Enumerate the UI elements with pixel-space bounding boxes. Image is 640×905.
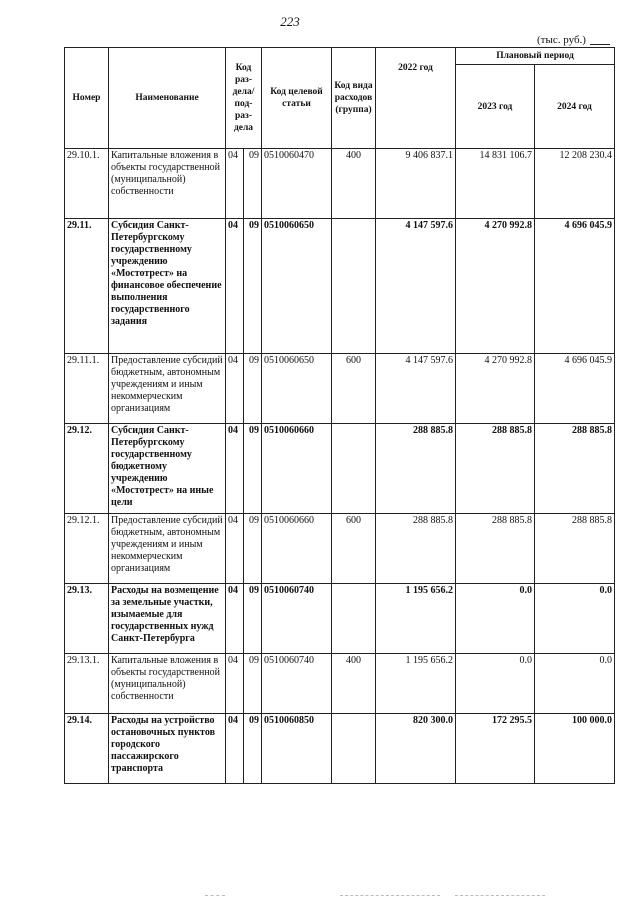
row-name: Капитальные вложения в объекты государственной (муниципальной) собственности <box>109 149 226 219</box>
row-expense-type <box>332 714 376 784</box>
row-expense-type: 400 <box>332 149 376 219</box>
footer-mark <box>455 895 545 896</box>
row-amount-2022: 288 885.8 <box>376 424 456 514</box>
row-amount-2023: 288 885.8 <box>456 514 535 584</box>
row-name: Капитальные вложения в объекты государственной (муниципальной) собственности <box>109 654 226 714</box>
row-target-code: 0510060650 <box>262 354 332 424</box>
row-number: 29.11. <box>65 219 109 354</box>
row-expense-type: 600 <box>332 354 376 424</box>
row-amount-2024: 0.0 <box>535 654 615 714</box>
row-number: 29.13. <box>65 584 109 654</box>
row-number: 29.14. <box>65 714 109 784</box>
row-name: Расходы на возмещение за земельные участки, изымаемые для государственных нужд Санкт-Петербурга <box>109 584 226 654</box>
budget-table <box>64 47 615 784</box>
row-expense-type <box>332 424 376 514</box>
row-number: 29.12.1. <box>65 514 109 584</box>
table-row <box>65 149 615 219</box>
row-expense-type: 400 <box>332 654 376 714</box>
row-number: 29.13.1. <box>65 654 109 714</box>
header-target-code: Код целевой статьи <box>262 48 332 149</box>
row-section-code: 04 <box>226 514 244 584</box>
row-subsection-code: 09 <box>244 424 262 514</box>
row-section-code: 04 <box>226 354 244 424</box>
row-name: Расходы на устройство остановочных пунктов городского пассажирского транспорта <box>109 714 226 784</box>
row-amount-2022: 1 195 656.2 <box>376 584 456 654</box>
row-section-code: 04 <box>226 714 244 784</box>
row-target-code: 0510060660 <box>262 514 332 584</box>
row-amount-2023: 14 831 106.7 <box>456 149 535 219</box>
row-number: 29.12. <box>65 424 109 514</box>
row-amount-2022: 1 195 656.2 <box>376 654 456 714</box>
table-row <box>65 354 615 424</box>
row-amount-2023: 172 295.5 <box>456 714 535 784</box>
row-subsection-code: 09 <box>244 219 262 354</box>
row-amount-2023: 0.0 <box>456 654 535 714</box>
row-amount-2024: 288 885.8 <box>535 424 615 514</box>
row-target-code: 0510060660 <box>262 424 332 514</box>
row-expense-type <box>332 219 376 354</box>
row-subsection-code: 09 <box>244 654 262 714</box>
row-subsection-code: 09 <box>244 714 262 784</box>
header-2023: 2023 год <box>456 65 535 149</box>
header-number: Номер <box>65 48 109 149</box>
row-amount-2024: 0.0 <box>535 584 615 654</box>
table-row <box>65 584 615 654</box>
header-section-code: Код раз-дела/ под-раз-дела <box>226 48 262 149</box>
row-name: Субсидия Санкт-Петербургскому государственному учреждению «Мостотрест» на финансовое обеспечение выполнения государственного задания <box>109 219 226 354</box>
row-section-code: 04 <box>226 219 244 354</box>
row-number: 29.10.1. <box>65 149 109 219</box>
header-expense-type: Код вида расходов (группа) <box>332 48 376 149</box>
footer-mark <box>205 895 225 896</box>
row-target-code: 0510060650 <box>262 219 332 354</box>
row-amount-2023: 4 270 992.8 <box>456 354 535 424</box>
row-section-code: 04 <box>226 584 244 654</box>
row-amount-2024: 100 000.0 <box>535 714 615 784</box>
table-row <box>65 654 615 714</box>
row-amount-2023: 288 885.8 <box>456 424 535 514</box>
units-label: (тыс. руб.) <box>537 34 586 46</box>
page-number: 223 <box>280 14 300 29</box>
row-amount-2022: 288 885.8 <box>376 514 456 584</box>
row-target-code: 0510060470 <box>262 149 332 219</box>
footer-mark <box>340 895 440 896</box>
row-amount-2024: 288 885.8 <box>535 514 615 584</box>
table-row <box>65 424 615 514</box>
row-subsection-code: 09 <box>244 354 262 424</box>
row-amount-2022: 4 147 597.6 <box>376 354 456 424</box>
table-row <box>65 219 615 354</box>
row-number: 29.11.1. <box>65 354 109 424</box>
row-subsection-code: 09 <box>244 149 262 219</box>
row-section-code: 04 <box>226 424 244 514</box>
row-name: Субсидия Санкт-Петербургскому государственному бюджетному учреждению «Мостотрест» на иные цели <box>109 424 226 514</box>
row-target-code: 0510060850 <box>262 714 332 784</box>
row-name: Предоставление субсидий бюджетным, автономным учреждениям и иным некоммерческим организациям <box>109 514 226 584</box>
row-amount-2022: 4 147 597.6 <box>376 219 456 354</box>
row-section-code: 04 <box>226 654 244 714</box>
row-subsection-code: 09 <box>244 584 262 654</box>
row-amount-2023: 4 270 992.8 <box>456 219 535 354</box>
row-amount-2024: 4 696 045.9 <box>535 354 615 424</box>
row-expense-type <box>332 584 376 654</box>
row-subsection-code: 09 <box>244 514 262 584</box>
header-planned-period: Плановый период <box>456 48 615 65</box>
row-target-code: 0510060740 <box>262 654 332 714</box>
row-section-code: 04 <box>226 149 244 219</box>
row-amount-2022: 820 300.0 <box>376 714 456 784</box>
header-2022: 2022 год <box>376 48 456 149</box>
row-amount-2024: 12 208 230.4 <box>535 149 615 219</box>
row-amount-2024: 4 696 045.9 <box>535 219 615 354</box>
row-amount-2023: 0.0 <box>456 584 535 654</box>
header-name: Наименование <box>109 48 226 149</box>
row-expense-type: 600 <box>332 514 376 584</box>
header-2024: 2024 год <box>535 65 615 149</box>
table-row <box>65 714 615 784</box>
row-target-code: 0510060740 <box>262 584 332 654</box>
row-amount-2022: 9 406 837.1 <box>376 149 456 219</box>
units-rule <box>590 44 610 45</box>
row-name: Предоставление субсидий бюджетным, автономным учреждениям и иным некоммерческим организациям <box>109 354 226 424</box>
table-row <box>65 514 615 584</box>
